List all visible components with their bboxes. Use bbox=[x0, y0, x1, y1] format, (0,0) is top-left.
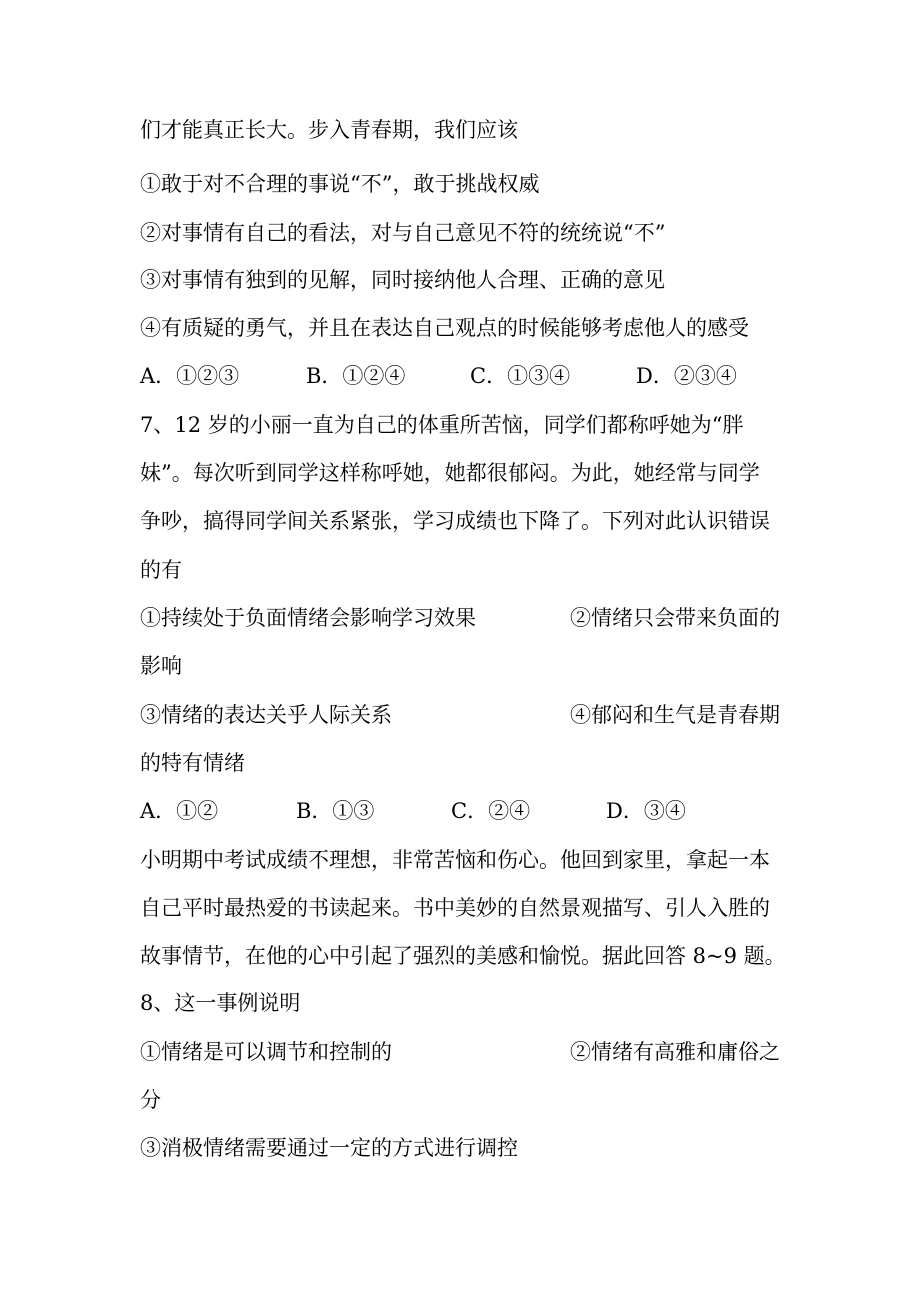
q7-options-row-2 bbox=[140, 700, 790, 730]
q6-choice-d: D．②③④ bbox=[636, 364, 737, 388]
q7-choice-c: C．②④ bbox=[451, 799, 531, 823]
q8-option-1: ①情绪是可以调节和控制的 bbox=[140, 1040, 392, 1064]
q6-stem-end: 们才能真正长大。步入青春期，我们应该 bbox=[140, 118, 518, 142]
q7-stem-line-2: 妹”。每次听到同学这样称呼她，她都很郁闷。为此，她经常与同学 bbox=[140, 461, 760, 485]
q8-option-2-cont: 分 bbox=[140, 1088, 161, 1112]
passage-line-1: 小明期中考试成绩不理想，非常苦恼和伤心。他回到家里，拿起一本 bbox=[140, 848, 770, 872]
q8-stem: 8、这一事例说明 bbox=[140, 991, 301, 1015]
q7-option-2: ②情绪只会带来负面的 bbox=[570, 606, 780, 630]
q7-option-4-cont: 的特有情绪 bbox=[140, 751, 245, 775]
q7-option-3: ③情绪的表达关乎人际关系 bbox=[140, 703, 392, 727]
q8-option-3: ③消极情绪需要通过一定的方式进行调控 bbox=[140, 1136, 518, 1160]
q6-choices bbox=[140, 361, 790, 391]
q7-option-4: ④郁闷和生气是青春期 bbox=[570, 703, 780, 727]
q7-options-row-1 bbox=[140, 603, 790, 633]
q8-option-2: ②情绪有高雅和庸俗之 bbox=[570, 1040, 780, 1064]
q6-option-2: ②对事情有自己的看法，对与自己意见不符的统统说“不” bbox=[140, 221, 666, 245]
q6-option-1: ①敢于对不合理的事说“不”，敢于挑战权威 bbox=[140, 172, 540, 196]
q7-stem-line-3: 争吵，搞得同学间关系紧张，学习成绩也下降了。下列对此认识错误 bbox=[140, 509, 770, 533]
q6-option-4: ④有质疑的勇气，并且在表达自己观点的时候能够考虑他人的感受 bbox=[140, 316, 749, 340]
q7-option-2-cont: 影响 bbox=[140, 654, 182, 678]
q6-choice-b: B．①②④ bbox=[306, 364, 406, 388]
q7-stem-line-4: 的有 bbox=[140, 558, 182, 582]
q7-stem-line-1: 7、12 岁的小丽一直为自己的体重所苦恼，同学们都称呼她为“胖 bbox=[140, 413, 744, 437]
q6-choice-c: C．①③④ bbox=[470, 364, 571, 388]
q7-choices bbox=[140, 796, 790, 826]
q8-options-row-1 bbox=[140, 1037, 790, 1067]
passage-line-2: 自己平时最热爱的书读起来。书中美妙的自然景观描写、引人入胜的 bbox=[140, 896, 770, 920]
q7-choice-a: A．①② bbox=[140, 799, 219, 823]
q6-option-3: ③对事情有独到的见解，同时接纳他人合理、正确的意见 bbox=[140, 268, 665, 292]
q7-option-1: ①持续处于负面情绪会影响学习效果 bbox=[140, 606, 476, 630]
q6-choice-a: A．①②③ bbox=[140, 364, 240, 388]
q7-choice-b: B．①③ bbox=[296, 799, 375, 823]
passage-line-3: 故事情节，在他的心中引起了强烈的美感和愉悦。据此回答 8~9 题。 bbox=[140, 944, 786, 968]
q7-choice-d: D．③④ bbox=[606, 799, 686, 823]
